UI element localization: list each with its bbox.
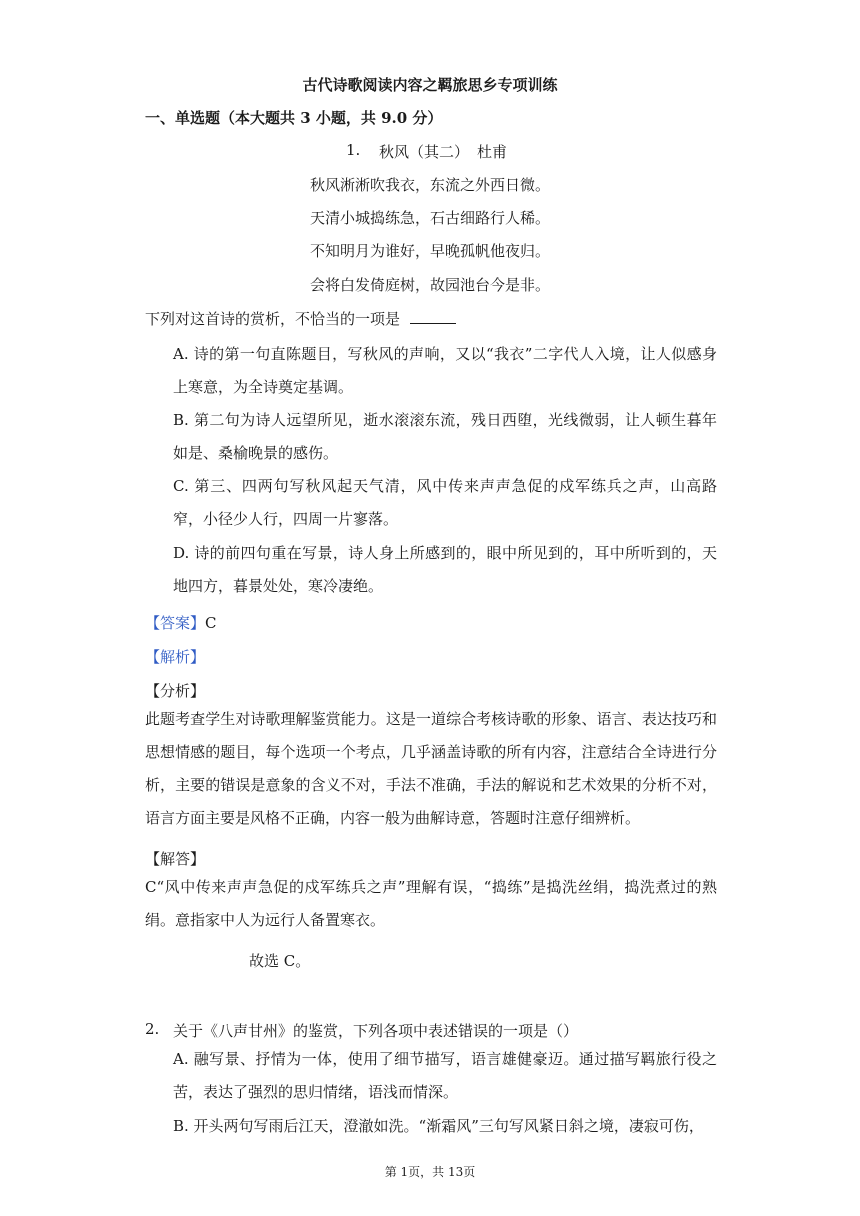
answer-blank xyxy=(410,309,456,324)
fenxi-text: 此题考查学生对诗歌理解鉴赏能力。这是一道综合考核诗歌的形象、语言、表达技巧和思想情感的题目，每个选项一个考点，几乎涵盖诗歌的所有内容，注意结合全诗进行分析，主要的错误是意象的含义不对，手法不准确，手法的解说和艺术效果的分析不对，语言方面主要是风格不正确，内容一般为曲解诗意，答题时注意仔细辨析。 xyxy=(145,710,717,827)
jieda-text: C“风中传来声声急促的戍军练兵之声”理解有误，“捣练”是捣洗丝绢，捣洗煮过的熟绢。意指家中人为远行人备置寒衣。 xyxy=(145,878,717,929)
jiexi-label: 【解析】 xyxy=(145,648,206,666)
q2-option-a: A. 融写景、抒情为一体，使用了细节描写，语言雄健豪迈。通过描写羁旅行役之苦，表达了强烈的思归情绪，语浅而情深。 xyxy=(173,1050,717,1101)
conclusion-text: 故选 C。 xyxy=(249,952,311,970)
answer-label: 【答案】 xyxy=(145,614,206,632)
page-footer: 第 1页，共 13页 xyxy=(384,1165,476,1179)
answer-line xyxy=(145,612,217,633)
fenxi-label: 【分析】 xyxy=(145,682,206,700)
stem-text: 下列对这首诗的赏析，不恰当的一项是 xyxy=(145,310,401,328)
q2-option-b: B. 开头两句写雨后江天，澄澈如洗。“渐霜风”三句写风紧日斜之境，凄寂可伤， xyxy=(173,1117,704,1135)
poem-line: 天清小城捣练急，石古细路行人稀。 xyxy=(309,209,550,227)
option-d: D. 诗的前四句重在写景，诗人身上所感到的，眼中所见到的，耳中所听到的，天地四方，暮景处处，寒冷凄绝。 xyxy=(173,544,717,595)
question-2-number: 2. xyxy=(145,1020,160,1038)
poem-line: 秋风淅淅吹我衣，东流之外西日微。 xyxy=(309,176,550,194)
section-heading: 一、单选题（本大题共 3 小题，共 9.0 分） xyxy=(145,109,443,127)
poem-title: 秋风（其二） xyxy=(379,143,470,161)
option-c: C. 第三、四两句写秋风起天气清，风中传来声声急促的戍军练兵之声，山高路窄，小径少人行，四周一片寥落。 xyxy=(173,477,717,528)
question-1-number: 1. xyxy=(346,141,361,159)
poem-author: 杜甫 xyxy=(477,143,508,161)
question-1-stem xyxy=(145,308,456,329)
answer-value: C xyxy=(205,614,217,632)
jieda-label: 【解答】 xyxy=(145,850,206,868)
option-b: B. 第二句为诗人远望所见，逝水滚滚东流，残日西堕，光线微弱，让人顿生暮年如是、桑榆晚景的感伤。 xyxy=(173,411,717,462)
question-2-stem: 关于《八声甘州》的鉴赏，下列各项中表述错误的一项是（） xyxy=(173,1022,579,1040)
poem-line: 不知明月为谁好，早晚孤帆他夜归。 xyxy=(309,242,550,260)
poem-line: 会将白发倚庭树，故园池台今是非。 xyxy=(309,276,550,294)
option-a: A. 诗的第一句直陈题目，写秋风的声响，又以“我衣”二字代人入境，让人似感身上寒意，为全诗奠定基调。 xyxy=(173,345,717,396)
document-title: 古代诗歌阅读内容之羁旅思乡专项训练 xyxy=(302,76,558,94)
